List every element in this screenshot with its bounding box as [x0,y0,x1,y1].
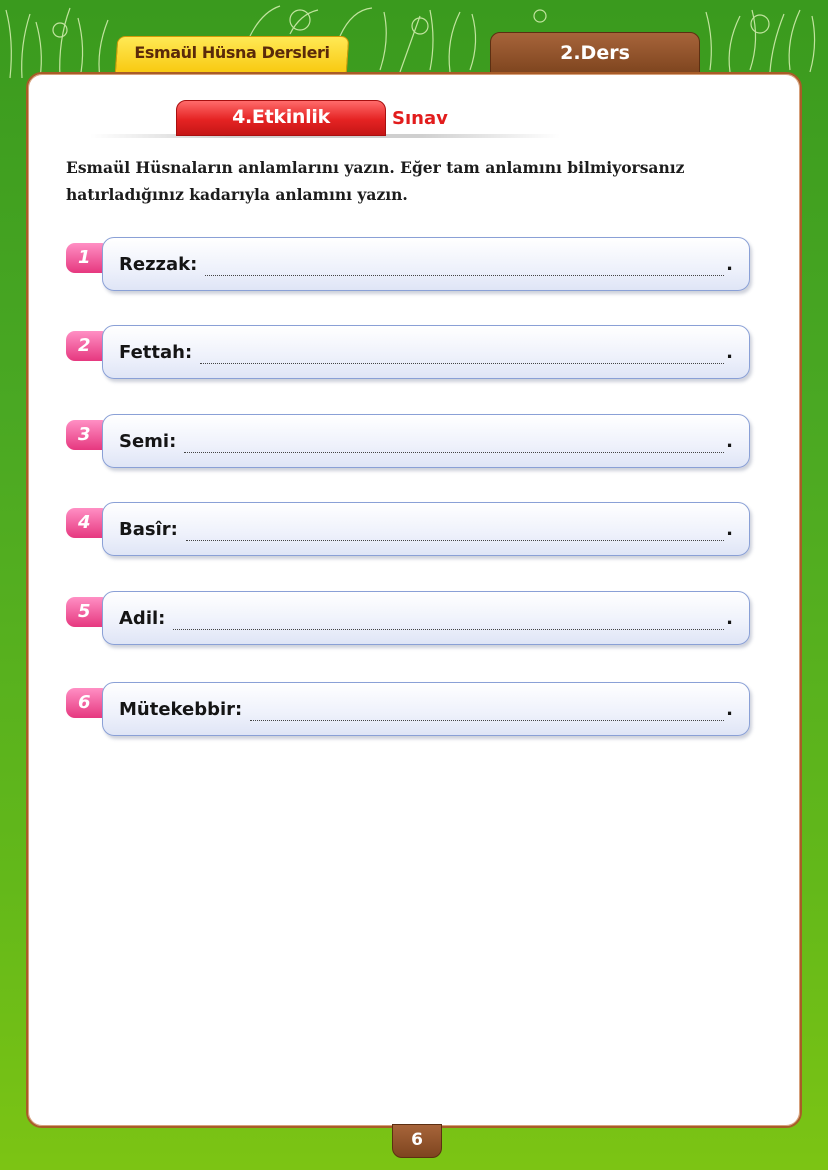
answer-dotted-line[interactable] [205,256,724,276]
line-end-period: . [726,518,733,540]
line-end-period: . [726,607,733,629]
page-number: 6 [411,1130,423,1150]
answer-dotted-line[interactable] [184,433,724,453]
question-label: Mütekebbir: [119,698,243,720]
answer-box-3[interactable] [102,414,750,468]
answer-dotted-line[interactable] [186,521,724,541]
answer-box-5[interactable] [102,591,750,645]
line-end-period: . [726,253,733,275]
instructions-text: Esmaül Hüsnaların anlamlarını yazın. Eğer tam anlamını bilmiyorsanız hatırladığınız kadarıyla anlamını yazın. [66,158,685,204]
line-end-period: . [726,430,733,452]
line-end-period: . [726,341,733,363]
question-label: Semi: [119,430,177,452]
activity-subtitle: Sınav [392,108,448,129]
answer-box-1[interactable] [102,237,750,291]
question-number-badge: 3 [66,420,104,450]
line-end-period: . [726,698,733,720]
answer-dotted-line[interactable] [250,701,724,721]
book-title: Esmaül Hüsna Dersleri [134,43,330,62]
question-label: Adil: [119,607,166,629]
answer-dotted-line[interactable] [173,610,724,630]
question-number-badge: 5 [66,597,104,627]
lesson-label: 2.Ders [560,42,630,64]
answer-box-2[interactable] [102,325,750,379]
question-label: Basîr: [119,518,178,540]
question-number-badge: 1 [66,243,104,273]
question-number-badge: 6 [66,688,104,718]
answer-dotted-line[interactable] [200,344,724,364]
question-number-badge: 4 [66,508,104,538]
answer-box-4[interactable] [102,502,750,556]
question-number-badge: 2 [66,331,104,361]
activity-label: 4.Etkinlik [232,106,330,128]
question-label: Rezzak: [119,253,198,275]
question-label: Fettah: [119,341,193,363]
answer-box-6[interactable] [102,682,750,736]
